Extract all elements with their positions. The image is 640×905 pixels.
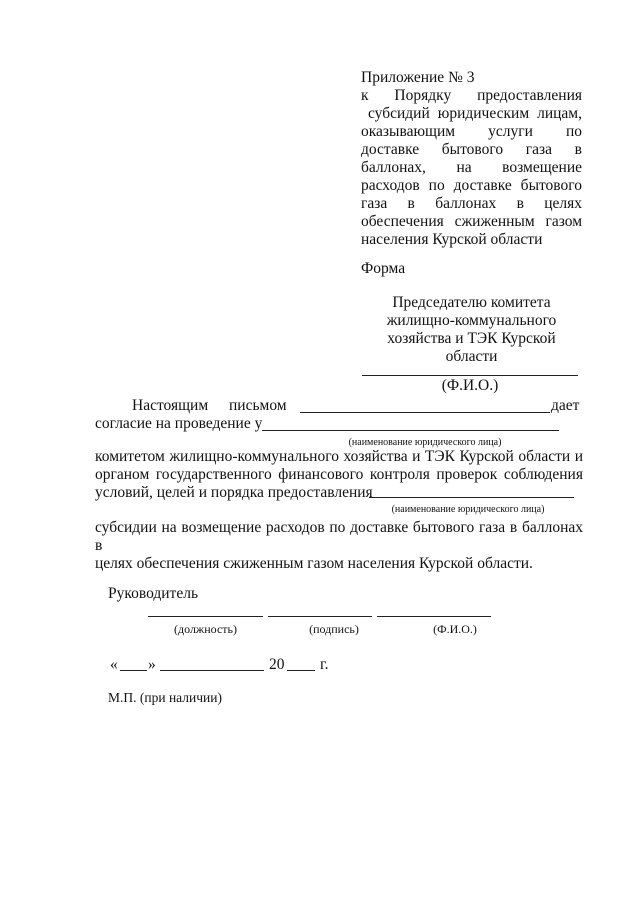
appendix-line: расходов по доставке бытового [361, 177, 582, 194]
addressee-block [361, 294, 582, 366]
appendix-line: субсидий юридическим лицам, [368, 105, 582, 122]
entity-name-line-3 [369, 497, 574, 498]
appendix-line: к Порядку предоставления [361, 87, 582, 104]
entity-name-line-1 [300, 412, 550, 413]
date-year-prefix: 20 [269, 656, 285, 673]
addressee-line: жилищно-коммунального [386, 312, 557, 329]
addressee-fio-caption: (Ф.И.О.) [441, 377, 499, 394]
final-paragraph [95, 519, 583, 573]
intro-word-1: Настоящим [132, 397, 209, 414]
signature-caption: (подпись) [309, 622, 359, 636]
appendix-line: обеспечения сжиженным газом [361, 213, 582, 230]
entity-caption-2: (наименование юридического лица) [391, 504, 545, 515]
paragraph-block [95, 448, 583, 484]
date-year-suffix: г. [320, 656, 329, 673]
appendix-line: оказывающим услуги по [361, 123, 582, 140]
final-line: субсидии на возмещение расходов по доставке бытового газа в баллонах в [95, 519, 583, 554]
fio-line [377, 616, 491, 617]
final-line: целях обеспечения сжиженным газом населения Курской области. [95, 555, 533, 572]
addressee-line: области [445, 348, 498, 365]
addressee-fio-line [362, 375, 578, 376]
appendix-title: Приложение № 3 [361, 69, 475, 86]
signature-line [268, 616, 372, 617]
date-day-line [120, 670, 147, 671]
intro-word-2: письмом [229, 397, 287, 414]
entity-name-line-2 [262, 430, 559, 431]
addressee-line: хозяйства и ТЭК Курской [387, 330, 556, 347]
appendix-line: газа в баллонах в целях [361, 195, 582, 212]
position-caption: (должность) [174, 622, 237, 636]
date-year-line [287, 670, 315, 671]
form-label: Форма [361, 260, 406, 277]
paragraph-line: комитетом жилищно-коммунального хозяйства и ТЭК Курской области и [95, 448, 583, 465]
conditions-text: условий, целей и порядка предоставления [95, 484, 373, 501]
appendix-line: доставке бытового газа в [361, 141, 582, 158]
entity-caption-1: (наименование юридического лица) [348, 437, 502, 448]
stamp-note: М.П. (при наличии) [108, 690, 222, 705]
paragraph-line: органом государственного финансового контроля проверок соблюдения [95, 466, 583, 483]
position-line [148, 616, 263, 617]
intro-end: дает [551, 397, 580, 414]
addressee-line: Председателю комитета [392, 294, 551, 311]
appendix-text [361, 87, 582, 249]
consent-text: согласие на проведение у [95, 415, 263, 432]
fio-caption: (Ф.И.О.) [433, 622, 477, 636]
appendix-line: баллонах, на возмещение [361, 159, 582, 176]
head-label: Руководитель [108, 585, 199, 602]
date-month-line [160, 670, 264, 671]
date-open-quote: « [110, 656, 118, 673]
date-close-quote: » [148, 656, 156, 673]
appendix-line: населения Курской области [361, 231, 543, 248]
